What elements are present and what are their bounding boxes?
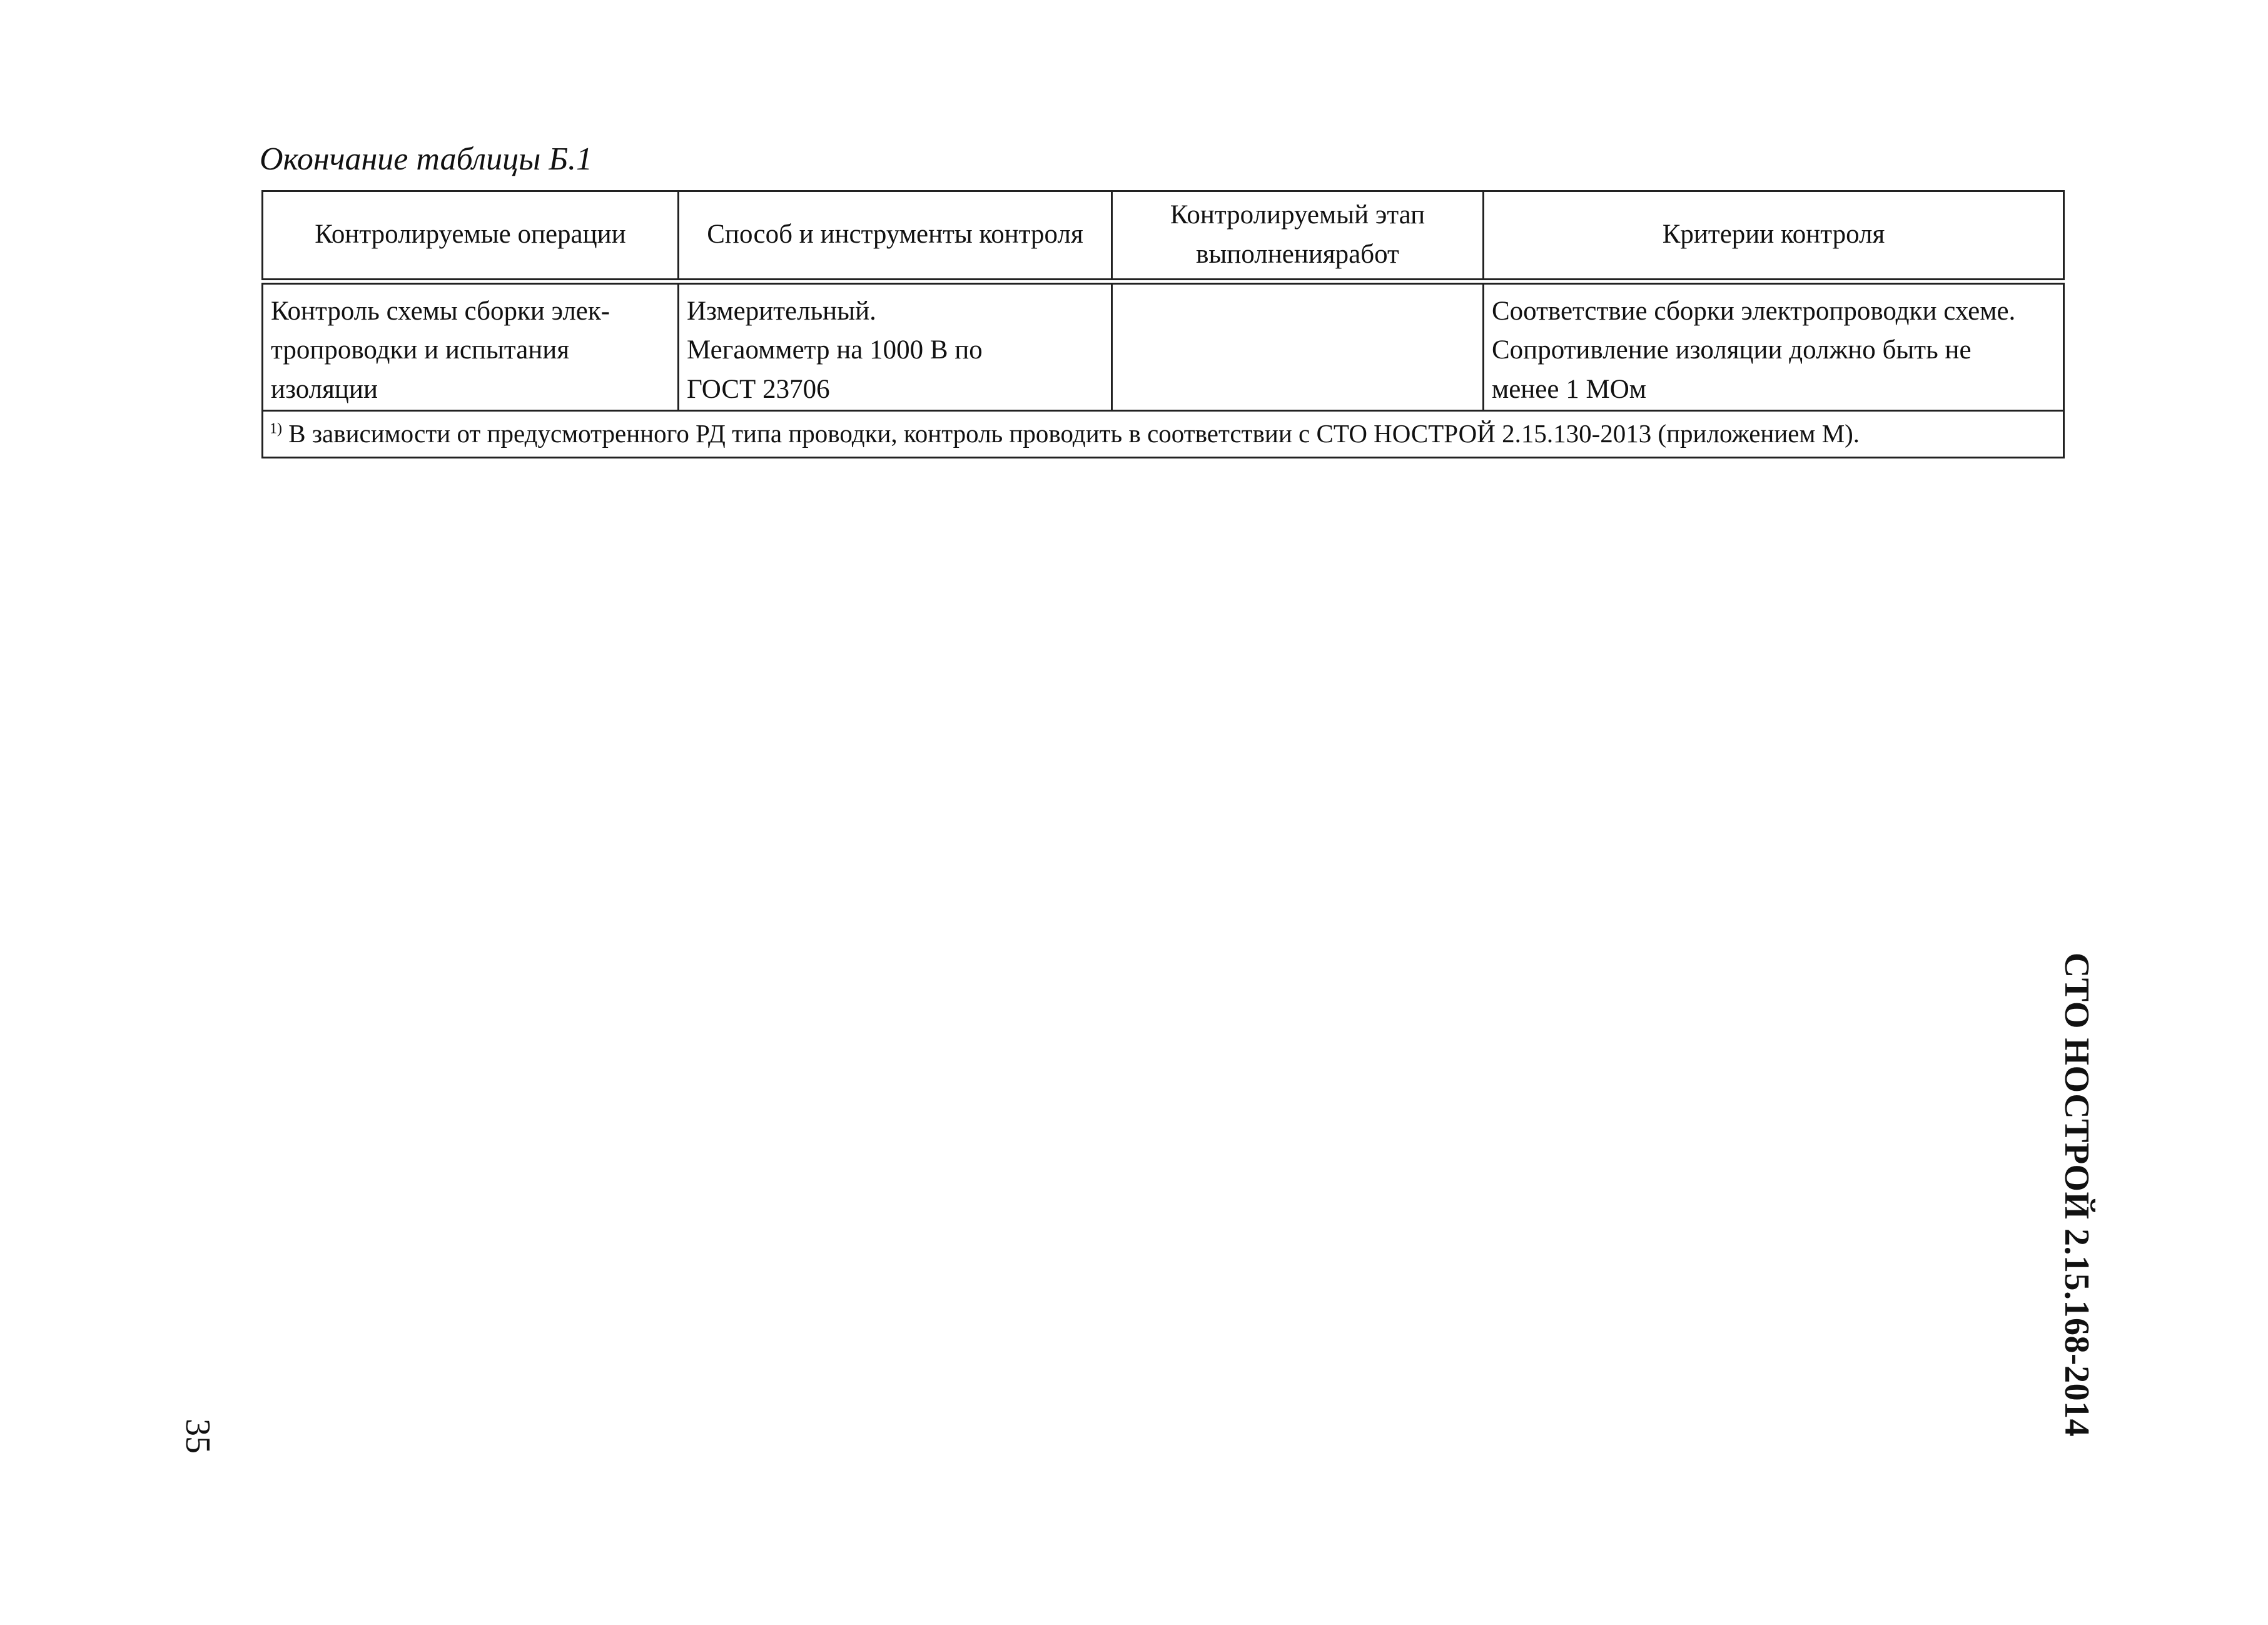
footnote-mark: 1): [270, 420, 282, 437]
page-number: 35: [178, 1419, 217, 1454]
header-stage-line-1: Контролируемый этап: [1170, 200, 1425, 230]
cell-operation-line: изоляции: [271, 375, 378, 405]
document-code-title: СТО НОСТРОЙ 2.15.168-2014: [2057, 952, 2096, 1437]
cell-operation: [263, 281, 679, 411]
header-stage-line-2: выполненияработ: [1196, 239, 1399, 269]
header-operations: Контролируемые операции: [263, 191, 679, 281]
footnote-row: [263, 410, 2064, 457]
table-caption: Окончание таблицы Б.1: [260, 141, 592, 177]
cell-method-line: Мегаомметр на 1000 В по: [687, 335, 983, 365]
footnote-cell: [263, 410, 2064, 457]
footnote-text: В зависимости от предусмотренного РД типа проводки, контроль проводить в соответствии с СТО НОСТРОЙ 2.15.130-2013 (приложением М).: [288, 418, 1860, 448]
cell-criteria-line: Сопротивление изоляции должно быть не: [1492, 335, 1972, 365]
cell-method-line: ГОСТ 23706: [687, 375, 830, 405]
cell-criteria-line: Соответствие сборки электропроводки схеме.: [1492, 296, 2016, 326]
cell-operation-line: тропроводки и испытания: [271, 335, 570, 365]
header-stage: [1112, 191, 1484, 281]
table-header-row: [263, 191, 2064, 281]
cell-criteria-line: менее 1 МОм: [1492, 375, 1646, 405]
control-criteria-table: [261, 190, 2065, 458]
header-method: Способ и инструменты контроля: [679, 191, 1112, 281]
cell-method-line: Измерительный.: [687, 296, 876, 326]
cell-stage: [1112, 281, 1484, 411]
table-row: [263, 281, 2064, 411]
cell-criteria: [1484, 281, 2064, 411]
header-criteria: Критерии контроля: [1484, 191, 2064, 281]
cell-method: [679, 281, 1112, 411]
cell-operation-line: Контроль схемы сборки элек-: [271, 296, 610, 326]
